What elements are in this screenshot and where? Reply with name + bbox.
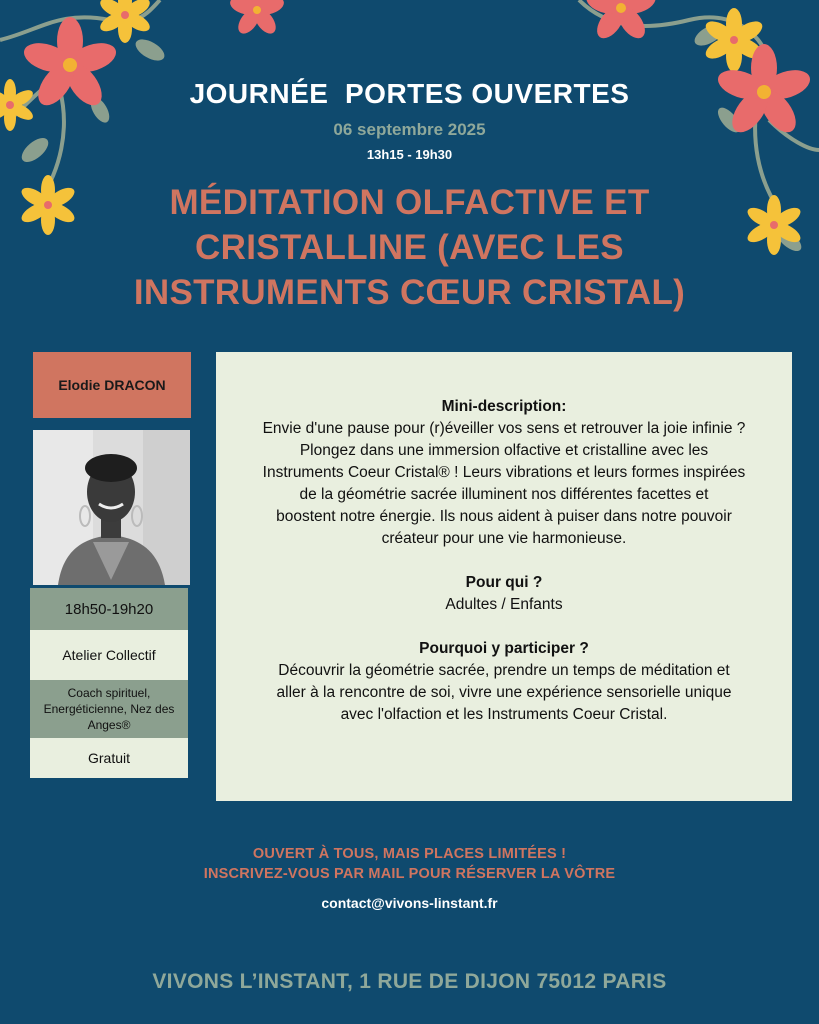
open-to-all-notice: OUVERT À TOUS, MAIS PLACES LIMITÉES ! (252, 846, 567, 862)
person-portrait-icon (33, 430, 190, 585)
why-line: aller à la rencontre de soi, vivre une expérience sensorielle unique (276, 684, 732, 701)
speaker-photo (33, 430, 190, 585)
why-line: Découvrir la géométrie sacrée, prendre un temps de méditation et (278, 662, 730, 679)
description-line: créateur pour une vie harmonieuse. (381, 530, 627, 547)
workshop-title (100, 180, 719, 315)
description-line: Instruments Coeur Cristal® ! Leurs vibrations et leurs formes inspirées (262, 464, 746, 481)
workshop-title-line: INSTRUMENTS CŒUR CRISTAL) (133, 273, 686, 312)
description-panel (216, 352, 792, 801)
session-time: 18h50-19h20 (30, 588, 188, 630)
why-line: avec l'olfaction et les Instruments Coeur Cristal. (340, 706, 668, 723)
session-price: Gratuit (30, 738, 188, 778)
mini-description-heading: Mini-description: (441, 398, 567, 415)
speaker-name: Elodie DRACON (33, 352, 191, 418)
workshop-title-line: CRISTALLINE (AVEC LES (195, 228, 624, 267)
floral-decoration-top-center (225, 0, 295, 50)
description-line: Plongez dans une immersion olfactive et cristalline avec les (299, 442, 709, 459)
workshop-title-line: MÉDITATION OLFACTIVE ET (169, 183, 650, 222)
register-notice: INSCRIVEZ-VOUS PAR MAIL POUR RÉSERVER LA VÔTRE (203, 866, 616, 882)
speaker-role: Coach spirituel, Energéticienne, Nez des Anges® (30, 680, 188, 738)
description-line: boostent notre énergie. Ils nous aident à puiser dans notre pouvoir (276, 508, 732, 525)
why-heading: Pourquoi y participer ? (419, 640, 589, 657)
session-type: Atelier Collectif (30, 630, 188, 680)
venue-address: VIVONS L’INSTANT, 1 RUE DE DIJON 75012 PARIS (152, 970, 667, 993)
session-info (30, 588, 188, 778)
event-hours: 13h15 - 19h30 (366, 147, 453, 162)
event-date: 06 septembre 2025 (333, 120, 486, 139)
contact-email-link[interactable]: contact@vivons-linstant.fr (321, 895, 498, 911)
description-line: Envie d'une pause pour (r)éveiller vos sens et retrouver la joie infinie ? (262, 420, 746, 437)
event-banner-title: JOURNÉE PORTES OUVERTES (189, 78, 630, 109)
description-line: de la géométrie sacrée illuminent nos différentes facettes et (299, 486, 709, 503)
audience-heading: Pour qui ? (465, 574, 543, 591)
audience-text: Adultes / Enfants (445, 596, 563, 613)
